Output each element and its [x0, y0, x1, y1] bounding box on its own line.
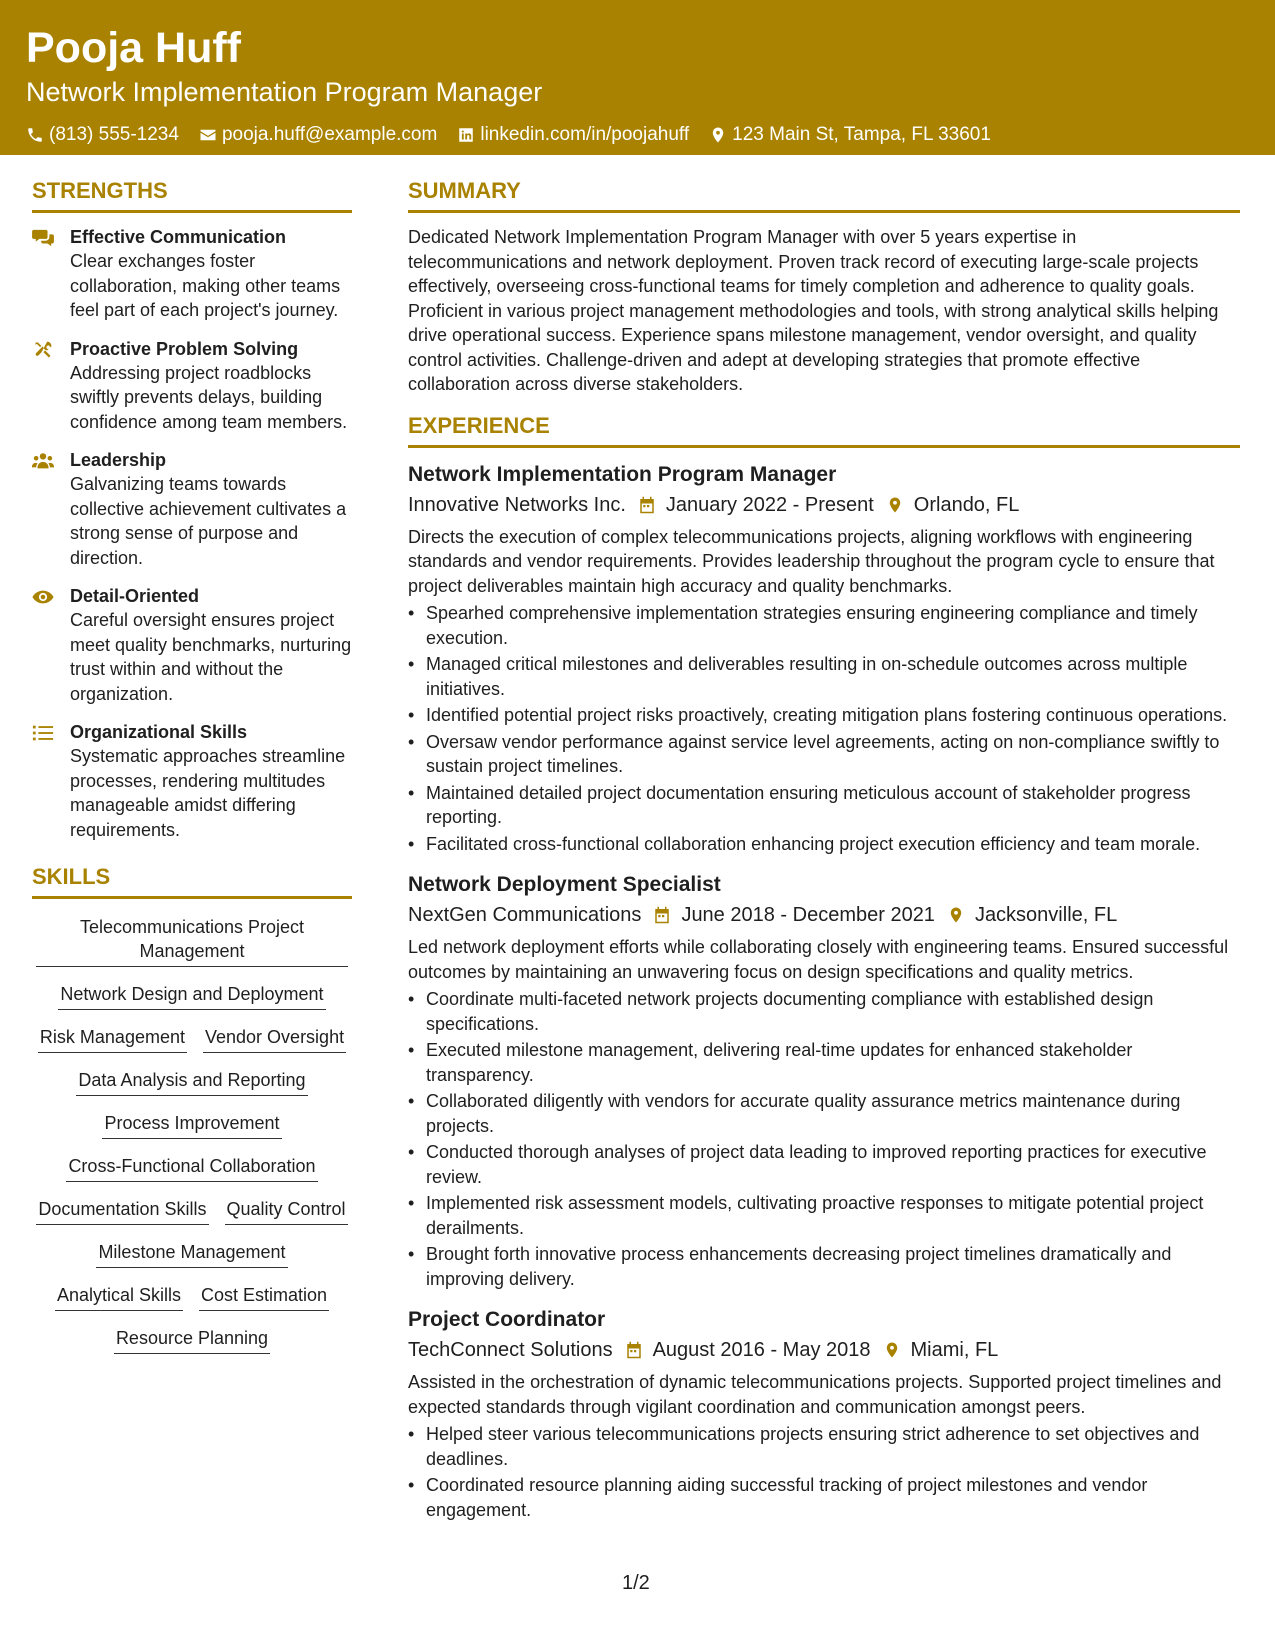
candidate-name: Pooja Huff [26, 24, 241, 72]
map-marker-icon [709, 126, 727, 144]
job-role: Project Coordinator [408, 1308, 606, 1331]
job-company: Innovative Networks Inc. [408, 493, 626, 516]
summary-heading: SUMMARY [408, 176, 1240, 213]
linkedin-icon [457, 126, 475, 144]
job-role: Network Deployment Specialist [408, 873, 721, 896]
skill-tag: Analytical Skills [55, 1283, 183, 1311]
skills-list [32, 911, 352, 1354]
strength-description: Addressing project roadblocks swiftly prevents delays, building confidence among team members. [70, 362, 348, 432]
skill-tag: Cross-Functional Collaboration [66, 1154, 317, 1182]
eye-icon [32, 587, 54, 607]
bullet-item: • Maintained detailed project documentation ensuring meticulous account of stakeholder progress reporting. [408, 781, 1240, 830]
strength-item [32, 584, 352, 706]
page-number: 1/2 [622, 1572, 650, 1594]
email-link[interactable]: pooja.huff@example.com [221, 124, 438, 145]
calendar-icon [638, 496, 656, 514]
left-column [32, 176, 352, 1354]
contact-linkedin [457, 123, 689, 147]
right-column [408, 176, 1240, 1536]
job-bullets [408, 1422, 1240, 1522]
resume-header [0, 0, 1275, 155]
job-description: Directs the execution of complex telecommunications projects, aligning workflows with engineering standards and vendor requirements. Provides leadership throughout the program cycle to ensure that project deliverables maintain high accuracy and quality benchmarks. [408, 526, 1215, 596]
job-company: TechConnect Solutions [408, 1339, 613, 1361]
strength-item [32, 337, 352, 435]
skills-heading: SKILLS [32, 862, 352, 899]
job-description: Led network deployment efforts while collaborating closely with engineering teams. Ensured successful outcomes by maintaining an unwavering focus on design specifications and quality metrics. [408, 937, 1229, 982]
calendar-icon [625, 1341, 643, 1359]
strength-title: Effective Communication [70, 227, 287, 247]
strength-description: Clear exchanges foster collaboration, making other teams feel part of each project's journey. [70, 251, 341, 320]
envelope-icon [199, 126, 217, 144]
tools-icon [32, 340, 54, 360]
skill-tag: Quality Control [225, 1197, 348, 1225]
strength-item [32, 448, 352, 570]
candidate-title: Network Implementation Program Manager [26, 77, 543, 107]
job-meta [408, 1335, 1240, 1365]
bullet-item: • Managed critical milestones and deliverables resulting in on-schedule outcomes across multiple initiatives. [408, 652, 1240, 701]
strengths-heading: STRENGTHS [32, 176, 352, 213]
bullet-item: • Executed milestone management, delivering real-time updates for enhanced stakeholder transparency. [408, 1038, 1240, 1087]
skill-tag: Vendor Oversight [203, 1025, 346, 1053]
experience-heading: EXPERIENCE [408, 411, 1240, 448]
strength-title: Organizational Skills [70, 722, 248, 742]
job-dates: June 2018 - December 2021 [681, 904, 935, 926]
skill-tag: Network Design and Deployment [58, 982, 325, 1010]
skill-tag: Resource Planning [114, 1326, 270, 1354]
job-bullets [408, 601, 1240, 856]
bullet-item: • Conducted thorough analyses of project data leading to improved reporting practices for executive review. [408, 1140, 1240, 1189]
bullet-item: • Spearhed comprehensive implementation strategies ensuring engineering compliance and timely execution. [408, 601, 1240, 650]
summary-text: Dedicated Network Implementation Program Manager with over 5 years expertise in telecommunications and network deployment. Proven track record of executing large-scale projects effectively, overseeing cross-functional teams for timely completion and adherence to quality goals. Proficient in various project management methodologies and tools, with strong analytical skills helping drive operational success. Experience spans milestone management, vendor oversight, and quality control activities. Challenge-driven and adept at developing strategies that promote effective collaboration across diverse stakeholders. [408, 227, 1219, 394]
strength-description: Careful oversight ensures project meet quality benchmarks, nurturing trust within and without the organization. [70, 610, 352, 704]
job-location: Miami, FL [910, 1339, 999, 1361]
strength-title: Proactive Problem Solving [70, 338, 299, 359]
job-bullets [408, 987, 1240, 1291]
bullet-item: • Identified potential project risks proactively, creating mitigation plans fostering continuous operations. [408, 703, 1240, 728]
contact-bar [26, 123, 1249, 147]
bullet-item: • Collaborated diligently with vendors for accurate quality assurance metrics maintenance during projects. [408, 1089, 1240, 1138]
strength-description: Systematic approaches streamline processes, rendering multitudes manageable amidst differing requirements. [70, 746, 346, 840]
job-location: Jacksonville, FL [974, 904, 1118, 926]
job-role: Network Implementation Program Manager [408, 462, 837, 486]
comments-icon [32, 228, 54, 248]
job-entry [408, 870, 1240, 1291]
contact-email [199, 123, 437, 147]
map-marker-icon [883, 1341, 901, 1359]
job-dates: August 2016 - May 2018 [652, 1339, 871, 1361]
bullet-item: • Implemented risk assessment models, cultivating proactive responses to mitigate potential project derailments. [408, 1191, 1240, 1240]
strength-title: Leadership [70, 450, 167, 470]
skills-section [32, 862, 352, 1354]
calendar-icon [653, 906, 671, 924]
map-marker-icon [947, 906, 965, 924]
bullet-item: • Helped steer various telecommunications projects ensuring strict adherence to set objectives and deadlines. [408, 1422, 1240, 1471]
strength-description: Galvanizing teams towards collective achievement cultivates a strong sense of purpose and direction. [70, 474, 347, 568]
address-text: 123 Main St, Tampa, FL 33601 [732, 124, 991, 145]
skill-tag: Risk Management [38, 1025, 187, 1053]
job-location: Orlando, FL [913, 493, 1020, 516]
job-meta [408, 900, 1240, 930]
contact-phone [26, 123, 179, 147]
strength-title: Detail-Oriented [70, 586, 200, 606]
bullet-item: • Oversaw vendor performance against service level agreements, acting on non-compliance swiftly to sustain project timelines. [408, 730, 1240, 779]
job-entry [408, 1305, 1240, 1522]
job-dates: January 2022 - Present [665, 493, 874, 516]
bullet-item: • Facilitated cross-functional collaboration enhancing project execution efficiency and team morale. [408, 832, 1240, 857]
bullet-item: • Brought forth innovative process enhancements decreasing project timelines dramatically and improving delivery. [408, 1242, 1240, 1291]
job-meta [408, 490, 1240, 520]
skill-tag: Telecommunications Project Management [36, 915, 348, 967]
skill-tag: Process Improvement [102, 1111, 281, 1139]
phone-text[interactable]: (813) 555-1234 [49, 124, 179, 145]
users-icon [32, 451, 54, 471]
skill-tag: Data Analysis and Reporting [76, 1068, 307, 1096]
job-company: NextGen Communications [408, 904, 642, 926]
list-icon [32, 723, 54, 743]
job-description: Assisted in the orchestration of dynamic telecommunications projects. Supported project timelines and expected standards through vigilant coordination and communication amongst peers. [408, 1372, 1222, 1417]
phone-icon [26, 126, 44, 144]
map-marker-icon [886, 496, 904, 514]
bullet-item: • Coordinate multi-faceted network projects documenting compliance with established design specifications. [408, 987, 1240, 1036]
skill-tag: Documentation Skills [36, 1197, 208, 1225]
linkedin-link[interactable]: linkedin.com/in/poojahuff [480, 124, 690, 145]
bullet-item: • Coordinated resource planning aiding successful tracking of project milestones and vendor engagement. [408, 1473, 1240, 1522]
contact-address [709, 123, 991, 147]
skill-tag: Milestone Management [96, 1240, 287, 1268]
strength-item [32, 720, 352, 842]
job-entry [408, 460, 1240, 857]
strength-item [32, 225, 352, 323]
skill-tag: Cost Estimation [199, 1283, 329, 1311]
